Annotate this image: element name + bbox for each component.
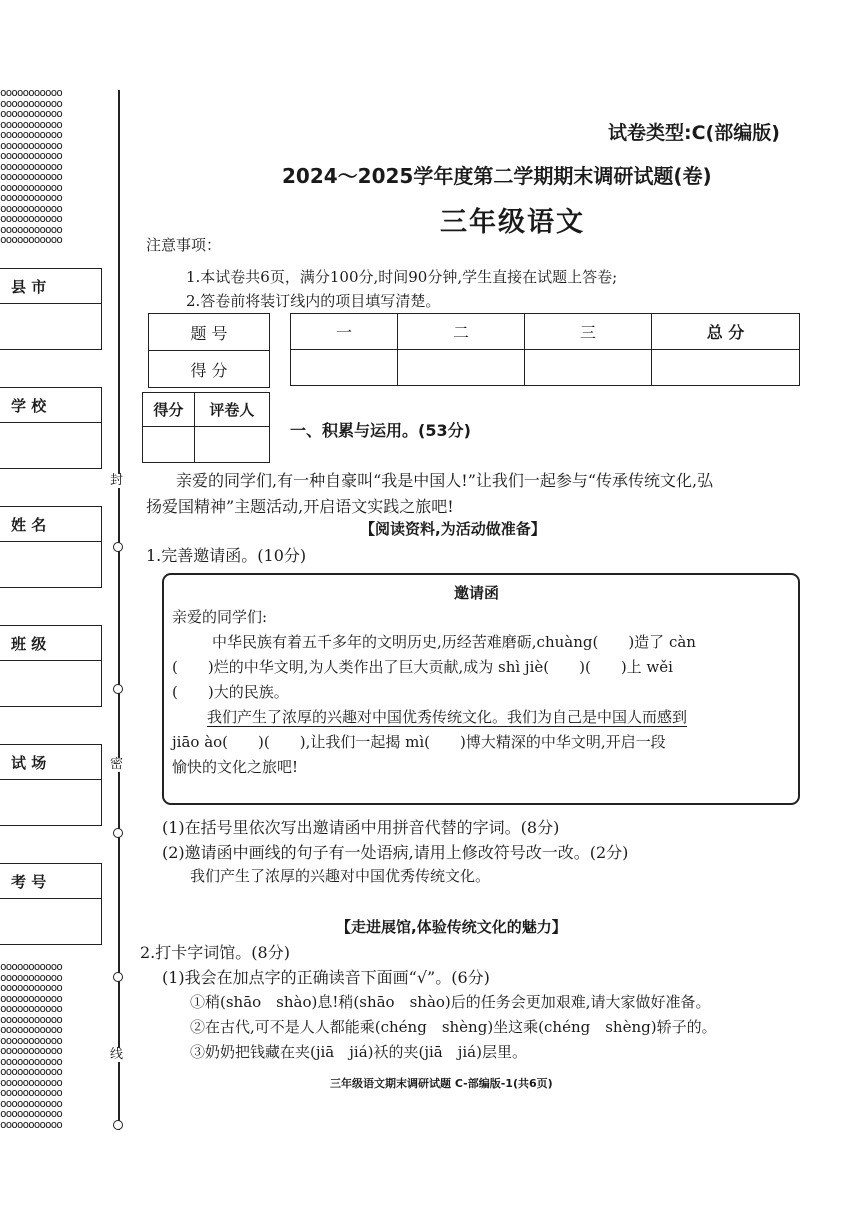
- field-label: 班 级: [0, 626, 101, 661]
- invitation-greeting: 亲爱的同学们:: [172, 608, 268, 626]
- field-county[interactable]: [0, 268, 102, 350]
- invitation-title: 邀请函: [454, 584, 500, 602]
- score-cell[interactable]: [291, 350, 398, 386]
- error-sentence: 我们产生了浓厚的兴趣对中国优秀传统文化。我们为自己是中国人而感到: [207, 708, 688, 726]
- field-label: 考 号: [0, 864, 101, 899]
- binding-mark-line: 线: [110, 1047, 124, 1062]
- binding-pattern-bottom: ooooooooooo ooooooooooo ooooooooooo ooooooooooo ooooooooooo ooooooooooo ooooooooooo ooooooooooo ooooooooooo ooooooooooo ooooooooooo ooooooooooo ooooooooooo ooooooooooo ooooooooooo ooooooooooo: [0, 962, 62, 1131]
- notice-heading: 注意事项：: [146, 236, 222, 254]
- row-label-score: 得 分: [149, 351, 270, 388]
- section-intro: 亲爱的同学们,有一种自豪叫“我是中国人!”让我们一起参与“传承传统文化,弘: [176, 471, 714, 490]
- col-one: 一: [291, 314, 398, 350]
- grader-score-cell[interactable]: [143, 427, 195, 463]
- binding-mark-seal: 封: [110, 473, 124, 488]
- field-exam-room[interactable]: [0, 744, 102, 826]
- grader-box: [142, 392, 270, 463]
- pinyin-item[interactable]: ③奶奶把钱藏在夹(jiā jiá)袄的夹(jiā jiá)层里。: [190, 1043, 527, 1061]
- score-cell[interactable]: [398, 350, 525, 386]
- invitation-line: 愉快的文化之旅吧!: [172, 758, 299, 776]
- question-title: 1.完善邀请函。(10分): [146, 546, 307, 565]
- exam-title: 2024～2025学年度第二学期期末调研试题(卷): [282, 164, 712, 188]
- notice-item: 1.本试卷共6页，满分100分,时间90分钟,学生直接在试题上答卷;: [186, 268, 618, 286]
- grader-name-cell[interactable]: [194, 427, 269, 463]
- field-blank[interactable]: [0, 780, 101, 825]
- score-cell[interactable]: [652, 350, 800, 386]
- question-title: 2.打卡字词馆。(8分): [140, 943, 290, 962]
- score-cell[interactable]: [525, 350, 652, 386]
- binding-hole: [113, 542, 123, 552]
- grader-score-label: 得分: [143, 393, 195, 427]
- sub-heading: 【阅读资料,为活动做准备】: [360, 520, 546, 538]
- field-exam-number[interactable]: [0, 863, 102, 945]
- sub-question: (1)在括号里依次写出邀请函中用拼音代替的字词。(8分): [162, 818, 560, 837]
- score-table: [290, 313, 800, 386]
- field-class[interactable]: [0, 625, 102, 707]
- pinyin-item[interactable]: ②在古代,可不是人人都能乘(chéng shèng)坐这乘(chéng shèng)轿子的。: [190, 1018, 717, 1036]
- binding-hole: [113, 972, 123, 982]
- field-label: 学 校: [0, 388, 101, 423]
- binding-pattern-top: ooooooooooo ooooooooooo ooooooooooo ooooooooooo ooooooooooo ooooooooooo ooooooooooo ooooooooooo ooooooooooo ooooooooooo ooooooooooo ooooooooooo ooooooooooo ooooooooooo ooooooooooo: [0, 88, 62, 246]
- paper-type: 试卷类型:C(部编版): [608, 122, 780, 144]
- invitation-line: 中华民族有着五千多年的文明历史,历经苦难磨砺,chuàng( )造了 càn: [212, 633, 696, 651]
- sub-question: (2)邀请函中画线的句子有一处语病,请用上修改符号改一改。(2分): [162, 843, 629, 862]
- grader-name-label: 评卷人: [194, 393, 269, 427]
- field-label: 姓 名: [0, 507, 101, 542]
- field-blank[interactable]: [0, 661, 101, 706]
- field-school[interactable]: [0, 387, 102, 469]
- field-blank[interactable]: [0, 542, 101, 587]
- notice-item: 2.答卷前将装订线内的项目填写清楚。: [186, 292, 441, 310]
- invitation-line: jiāo ào( )( ),让我们一起揭 mì( )博大精深的中华文明,开启一段: [172, 733, 666, 751]
- field-blank[interactable]: [0, 423, 101, 468]
- field-blank[interactable]: [0, 304, 101, 349]
- sub-heading: 【走进展馆,体验传统文化的魅力】: [336, 918, 567, 936]
- score-table-labels: [148, 313, 270, 388]
- answer-space[interactable]: [162, 888, 782, 910]
- binding-hole: [113, 1120, 123, 1130]
- pinyin-item[interactable]: ①稍(shāo shào)息!稍(shāo shào)后的任务会更加艰难,请大家做好准备。: [190, 993, 711, 1011]
- invitation-line: ( )烂的中华文明,为人类作出了巨大贡献,成为 shì jiè( )( )上 wěi: [172, 658, 673, 676]
- sub-question: (1)我会在加点字的正确读音下面画“√”。(6分): [162, 968, 490, 987]
- col-total: 总 分: [652, 314, 800, 350]
- error-sentence-copy: 我们产生了浓厚的兴趣对中国优秀传统文化。: [190, 867, 491, 885]
- field-label: 县 市: [0, 269, 101, 304]
- field-blank[interactable]: [0, 899, 101, 944]
- col-two: 二: [398, 314, 525, 350]
- page-footer: 三年级语文期末调研试题 C-部编版-1(共6页): [330, 1077, 553, 1090]
- section-title: 一、积累与运用。(53分): [290, 421, 471, 440]
- binding-hole: [113, 828, 123, 838]
- col-three: 三: [525, 314, 652, 350]
- section-intro: 扬爱国精神”主题活动,开启语文实践之旅吧!: [146, 497, 454, 516]
- field-label: 试 场: [0, 745, 101, 780]
- binding-hole: [113, 684, 123, 694]
- subject-title: 三年级语文: [440, 207, 585, 238]
- field-name[interactable]: [0, 506, 102, 588]
- row-label-question: 题 号: [149, 314, 270, 351]
- binding-mark-secret: 密: [110, 757, 124, 772]
- invitation-underlined-line: [207, 706, 687, 727]
- invitation-line: ( )大的民族。: [172, 683, 289, 701]
